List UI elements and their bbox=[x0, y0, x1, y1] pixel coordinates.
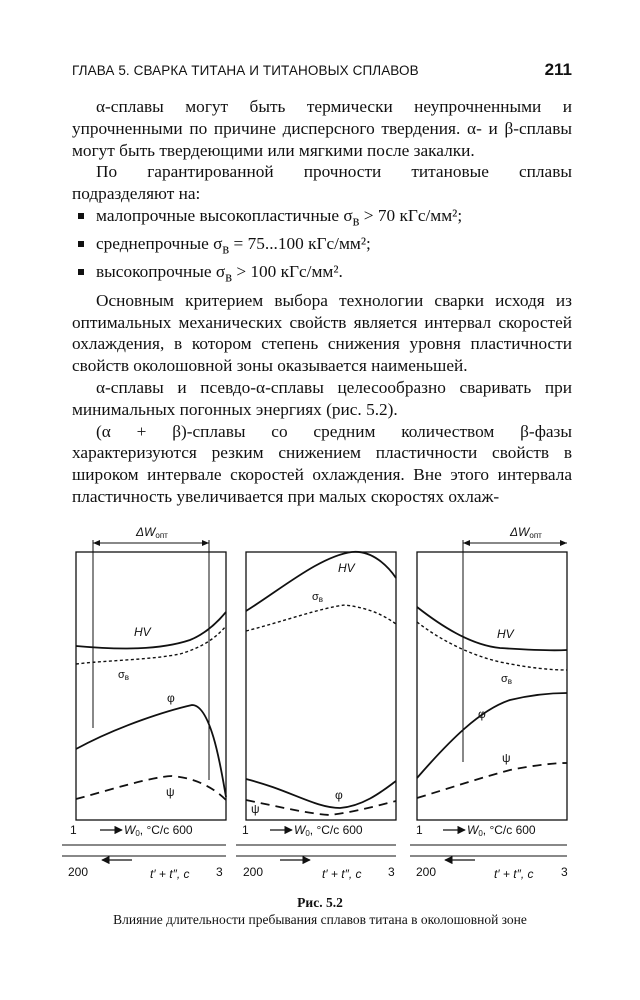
right-phi-label: φ bbox=[478, 707, 486, 721]
figure-caption bbox=[60, 894, 580, 928]
axis-w-start-center: 1 bbox=[242, 823, 249, 837]
axis-t-end-left: 3 bbox=[216, 865, 223, 879]
center-hv-label: HV bbox=[338, 561, 355, 575]
left-psi-curve bbox=[76, 776, 226, 800]
left-phi-label: φ bbox=[167, 691, 175, 705]
axis-w-start-left: 1 bbox=[70, 823, 77, 837]
left-hv-label: HV bbox=[134, 625, 151, 639]
axis-t-label-left: t′ + t″, c bbox=[150, 867, 190, 881]
list-item-tail: > 70 кГс/мм²; bbox=[359, 205, 463, 225]
axis-t-start-center: 200 bbox=[243, 865, 264, 879]
figure-caption-text: Влияние длительности пребывания сплавов титана в околошовной зоне bbox=[113, 912, 527, 927]
center-phi-label: φ bbox=[335, 788, 343, 802]
list-item-tail: > 100 кГс/мм². bbox=[232, 262, 343, 282]
list-item-tail: = 75...100 кГс/мм²; bbox=[229, 234, 371, 254]
axis-t-end-center: 3 bbox=[388, 865, 395, 879]
list-item-text: высокопрочные σ bbox=[96, 262, 226, 282]
left-phi-curve bbox=[76, 705, 226, 797]
center-psi-label: ψ bbox=[251, 802, 260, 816]
right-hv-label: HV bbox=[497, 627, 514, 641]
axis-w-label-left: W0, °C/c 600 bbox=[124, 823, 193, 838]
axis-t-start-left: 200 bbox=[68, 865, 89, 879]
paragraph: α-сплавы могут быть термически неупрочненными и упрочненными по причине дисперсного твердения. α- и β-сплавы могут быть твердеющими или мягкими после закалки. bbox=[72, 97, 572, 160]
delta-label-left: ΔWопт bbox=[136, 525, 168, 540]
left-hv-curve bbox=[76, 612, 226, 648]
right-sigma-label: σв bbox=[501, 673, 513, 686]
panel-center-frame bbox=[246, 552, 396, 820]
axis-w-label-center: W0, °C/c 600 bbox=[294, 823, 363, 838]
list-item-text: среднепрочные σ bbox=[96, 234, 223, 254]
right-psi-label: ψ bbox=[502, 751, 511, 765]
figure-label: Рис. 5.2 bbox=[297, 895, 343, 910]
left-psi-label: ψ bbox=[166, 785, 175, 799]
chapter-title: ГЛАВА 5. СВАРКА ТИТАНА И ТИТАНОВЫХ СПЛАВОВ bbox=[72, 63, 419, 78]
list-item-sub: в bbox=[352, 213, 360, 230]
paragraph: По гарантированной прочности титановые сплавы подразделяют на: bbox=[72, 162, 572, 204]
page-number: 211 bbox=[544, 60, 572, 79]
list-item-sub: в bbox=[222, 241, 230, 258]
left-sigma-curve bbox=[76, 626, 226, 664]
right-hv-curve bbox=[417, 607, 567, 650]
list-item-text: малопрочные высокопластичные σ bbox=[96, 205, 353, 225]
paragraph: (α + β)-сплавы со средним количеством β-фазы характеризуются резким снижением пластичности свойств в широком интервале скоростей охлаждения. Вне этого интервала пластичность увеличивается при малых скоростях охлаж- bbox=[72, 421, 572, 506]
right-psi-curve bbox=[417, 763, 567, 798]
axis-t-end-right: 3 bbox=[561, 865, 568, 879]
center-sigma-label: σв bbox=[312, 591, 324, 604]
center-sigma-curve bbox=[246, 605, 396, 631]
center-phi-curve bbox=[246, 779, 396, 808]
axis-t-label-right: t′ + t″, c bbox=[494, 867, 534, 881]
delta-label-right: ΔWопт bbox=[510, 525, 542, 540]
panel-right-frame bbox=[417, 552, 567, 820]
axis-w-label-right: W0, °C/c 600 bbox=[467, 823, 536, 838]
axis-t-label-center: t′ + t″, c bbox=[322, 867, 362, 881]
right-phi-curve bbox=[417, 693, 567, 778]
left-sigma-label: σв bbox=[118, 669, 130, 682]
paragraph: α-сплавы и псевдо-α-сплавы целесообразно сваривать при минимальных погонных энергиях (рис. 5.2). bbox=[72, 377, 572, 419]
axis-w-start-right: 1 bbox=[416, 823, 423, 837]
center-psi-curve bbox=[246, 800, 396, 815]
axis-t-start-right: 200 bbox=[416, 865, 437, 879]
paragraph: Основным критерием выбора технологии сварки исходя из оптимальных механических свойств является интервал скоростей охлаждения, в котором степень снижения уровня пластичности свойств околошовной зоны оказывается наименьшей. bbox=[72, 290, 572, 376]
list-item-sub: в bbox=[225, 269, 232, 286]
